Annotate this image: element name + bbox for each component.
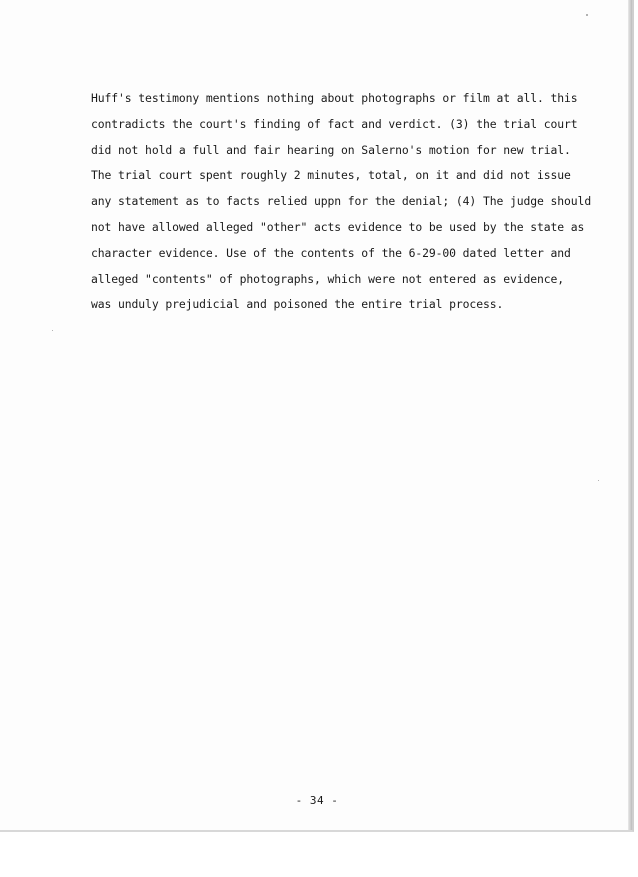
scan-speck <box>52 330 53 331</box>
scan-speck <box>586 14 588 16</box>
body-paragraph <box>91 86 592 318</box>
page-edge-shadow <box>628 0 632 832</box>
paragraph-line: not have allowed alleged "other" acts evidence to be used by the state as <box>91 219 585 234</box>
paragraph-line: Huff's testimony mentions nothing about photographs or film at all. this <box>91 91 578 105</box>
paragraph-line: alleged "contents" of photographs, which were not entered as evidence, <box>91 271 565 286</box>
paragraph-line: The trial court spent roughly 2 minutes, total, on it and did not issue <box>91 168 571 183</box>
scan-margin <box>0 832 638 877</box>
page-number: - 34 - <box>295 794 339 807</box>
paragraph-line: any statement as to facts relied uppn for the denial; (4) The judge should <box>91 194 592 209</box>
scan-speck <box>598 480 599 481</box>
paragraph-line: character evidence. Use of the contents of the 6-29-00 dated letter and <box>91 245 571 260</box>
paragraph-line: did not hold a full and fair hearing on Salerno's motion for new trial. <box>91 142 571 157</box>
paragraph-line: contradicts the court's finding of fact and verdict. (3) the trial court <box>91 116 578 131</box>
paragraph-line: was unduly prejudicial and poisoned the entire trial process. <box>91 297 504 312</box>
